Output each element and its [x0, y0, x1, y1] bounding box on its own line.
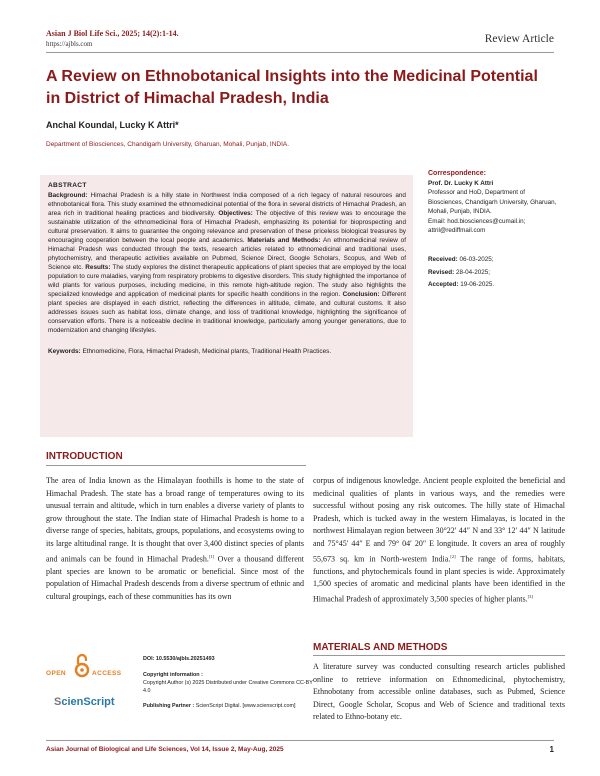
objectives-label: Objectives:	[218, 210, 253, 217]
conclusion-text: Different plant species are displayed in each district, reflecting the differences in altitude, climate, and cultural customs. It also addresses issues such as habitat loss, climate change, and loss of traditional knowledge, highlighting the significance of conservation efforts. There is a noticeable decline in traditional knowledge, particularly among younger generations, due to modernization and changing lifestyles.	[48, 291, 407, 334]
header-divider	[46, 52, 554, 53]
methods-text-body: A literature survey was conducted consulting research articles published online to retrieve information on Ethnomedicinal, phytochemistry, Ethnobotany from accessible online databases, such as Pubmed, Science Direct, Google Scholar, Scopus and Web of Science and traditional texts related to Ethno-botany etc.	[313, 662, 565, 722]
objectives-text: The objective of this review was to encourage the sustainable utilization of the ethnomedicinal flora of Himachal Pradesh, emphasizing its potential for bioprospecting and cultural preservation. It aims to guarantee the ongoing relevance and preservation of these priceless biological treasures by encouraging cooperation between the local people and academics.	[48, 210, 406, 244]
introduction-heading: INTRODUCTION	[46, 451, 123, 462]
dates-block	[428, 254, 562, 292]
ref-1[interactable]: [1]	[208, 553, 215, 559]
background-label: Background:	[48, 192, 88, 199]
intro-p2a: corpus of indigenous knowledge. Ancient people exploited the beneficial and medicinal qualities of plants in various ways, and the remedies were successful without posing any risk outcomes. The hilly state of Himachal Pradesh, which is tucked away in the western Himalayas, is located in the northwest Himalayan region between 30°22′ 44″ N and 33° 12′ 44″ N latitude and 75°45′ 44″ E and 79° 04′ 20″ E longitude. It covers an area of roughly 55,673 sq. km in North-western India.	[313, 476, 565, 564]
intro-p2b: The range of forms, habitats, functions, and phytochemicals found in plant species is wide. Approximately 1,500 species of aromatic and medicinal plants have been identified in the Himachal Pradesh of approximately 3,500 species of higher plants.	[313, 554, 565, 604]
keywords	[48, 347, 406, 356]
abstract-content	[48, 181, 406, 356]
open-access-lock-icon	[74, 653, 90, 679]
abstract-text	[48, 191, 406, 335]
journal-url[interactable]: https://ajbls.com	[46, 40, 93, 48]
intro-p1b: Over a thousand different plant species are known to be aromatic or beneficial. Since most of the population of Himachal Pradesh descends from a diverse spectrum of ethnic and cultural groupings, each of these communities has its own	[46, 554, 305, 601]
methods-text: An ethnomedicinal review of Himachal Pradesh was conducted through the texts, research articles related to ethnomedicinal and traditional uses, phytochemistry, and therapeutic activities available on Pubmed, Science Direct, Google Scholars, Scopus, and Web of Science etc.	[48, 237, 406, 271]
doi[interactable]: DOI: 10.5530/ajbls.20251493	[143, 656, 215, 662]
journal-citation: Asian J Biol Life Sci., 2025; 14(2):1-14.	[46, 29, 179, 38]
scienscript-logo	[54, 696, 115, 708]
abstract-heading: ABSTRACT	[48, 182, 87, 189]
received-date	[428, 254, 562, 267]
accepted-date	[428, 279, 562, 292]
conclusion-label: Conclusion:	[342, 291, 380, 298]
page-number: 1	[549, 745, 554, 754]
article-type: Review Article	[484, 33, 554, 45]
results-label: Results:	[85, 264, 111, 271]
open-text: OPEN	[46, 670, 67, 677]
received-label: Received:	[428, 256, 458, 263]
correspondence-block	[428, 169, 562, 236]
ref-3[interactable]: [3]	[527, 594, 533, 599]
access-text: ACCESS	[92, 670, 122, 677]
methods-label: Materials and Methods:	[247, 237, 321, 244]
paper-title: A Review on Ethnobotanical Insights into the Medicinal Potential in District of Himachal Pradesh, India	[46, 68, 538, 107]
background-text: Himachal Pradesh is a hilly state in Northwest India composed of a rich legacy of natural resources and ethnobotanical flora. This study examined the ethnomedicinal potential of the flora in several districts of Himachal Pradesh, an area rich in traditional healing practices and biodiversity.	[48, 192, 406, 217]
footer-journal: Asian Journal of Biological and Life Sciences, Vol 14, Issue 2, May-Aug, 2025	[46, 746, 284, 753]
publishing-partner	[143, 702, 313, 710]
revised-value: 28-04-2025;	[456, 268, 490, 276]
keywords-label: Keywords:	[48, 348, 81, 355]
received-value: 06-03-2025;	[459, 256, 494, 263]
authors: Anchal Koundal, Lucky K Attri*	[46, 120, 179, 130]
revised-date	[428, 267, 562, 280]
copyright-heading: Copyright information :	[143, 672, 203, 678]
correspondence-name: Prof. Dr. Lucky K Attri	[428, 179, 494, 187]
scienscript-logo-rest: cienScript	[61, 696, 115, 708]
introduction-rule	[46, 465, 306, 466]
intro-p1a: The area of India known as the Himalayan foothills is home to the state of Himachal Pradesh. The state has a broad range of temperatures owing to its unusual terrain and altitude, which in turn enables a diverse variety of plants to grow throughout the state. The Indian state of Himachal Pradesh is home to a diverse range of species, habitats, groups, populations, and ecosystems owing to its large altitudinal range. It is thought that over 3,400 distinct species of plants and animals can be found in Himachal Pradesh.	[46, 476, 304, 564]
copyright-text: Copyright Author (s) 2025 Distributed under Creative Commons CC-BY 4.0	[143, 680, 313, 694]
publisher-logos	[46, 653, 136, 718]
scienscript-logo-initial: S	[54, 696, 62, 708]
correspondence-details: Professor and HoD, Department of Biosciences, Chandigarh University, Gharuan, Mohali, Punjab, INDIA.	[428, 189, 557, 215]
methods-rule	[313, 655, 565, 656]
abstract-box	[40, 175, 413, 437]
keywords-text: Ethnomedicine, Flora, Himachal Pradesh, Medicinal plants, Traditional Health Practices.	[82, 348, 332, 355]
accepted-label: Accepted:	[428, 281, 459, 288]
publishing-partner-label: Publishing Partner :	[143, 703, 195, 709]
correspondence-heading: Correspondence:	[428, 170, 486, 177]
affiliation: Department of Biosciences, Chandigarh University, Gharuan, Mohali, Punjab, INDIA.	[46, 141, 290, 148]
ref-2[interactable]: [2]	[450, 553, 456, 559]
correspondence-email[interactable]: Email: hod.biosciences@cumail.in; attril@rediffmail.com	[428, 217, 526, 234]
results-text: The study explores the distinct therapeutic applications of plant species that are employed by the local population to cure maladies, varying from respiratory problems to digestive disorders. This study highlighted the importance of wild plants for various purposes, including medicine, in this remote high-altitude region. The study also highlights the specialized knowledge and application of medicinal plants for specific health conditions in the region.	[48, 264, 406, 298]
intro-column-2	[313, 475, 565, 606]
intro-column-1	[46, 475, 304, 604]
publishing-partner-value: ScienScript Digital. [www.scienscript.com]	[195, 703, 296, 709]
revised-label: Revised:	[428, 268, 455, 276]
footer-divider	[46, 740, 554, 741]
accepted-value: 19-06-2025.	[460, 281, 495, 288]
publication-info	[143, 655, 313, 710]
methods-heading: MATERIALS AND METHODS	[313, 642, 448, 653]
